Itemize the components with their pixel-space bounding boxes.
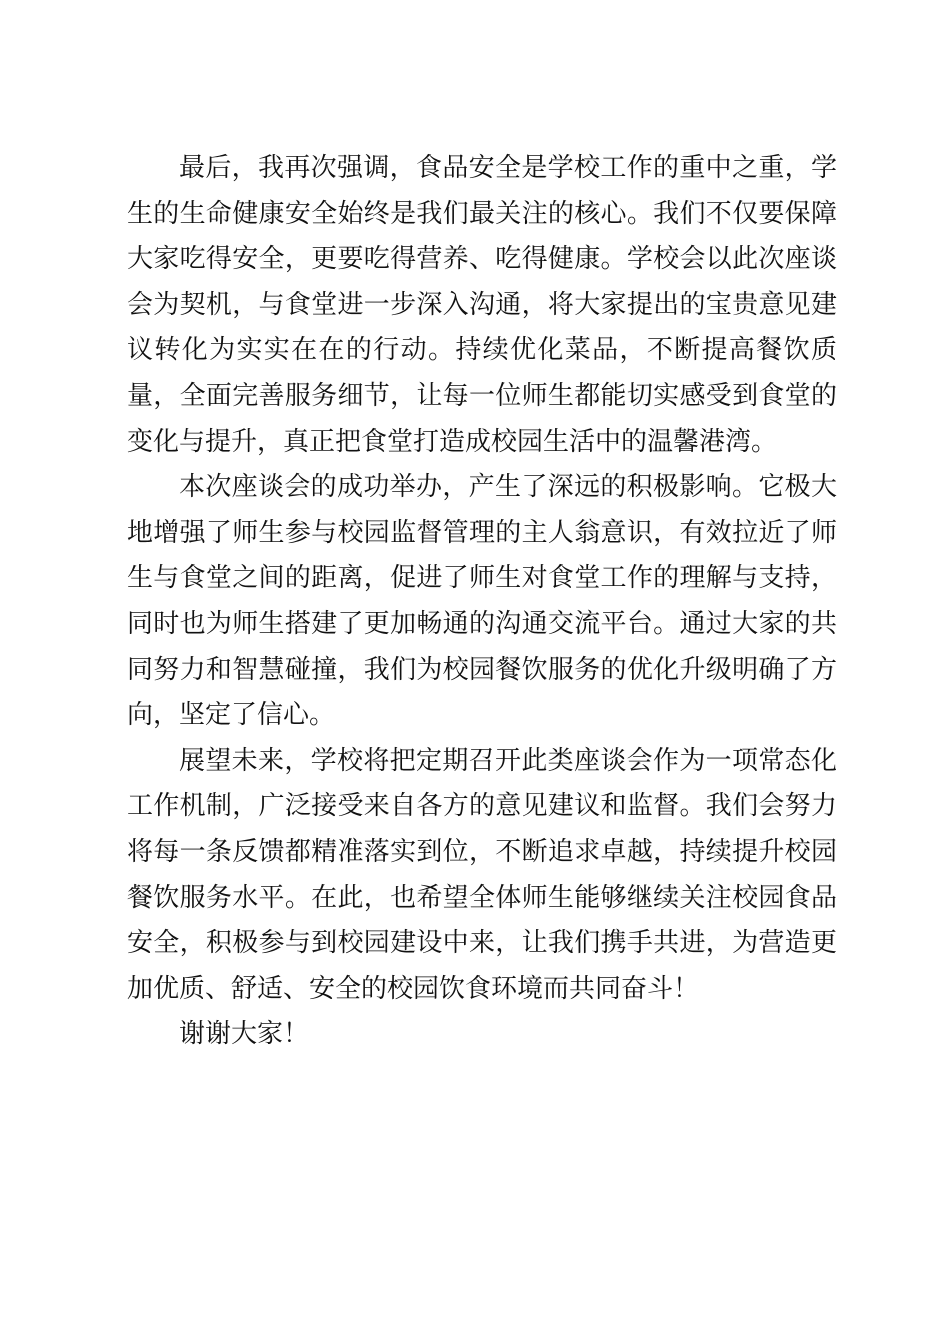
document-body xyxy=(127,146,837,1058)
paragraph-closing-emphasis: 最后，我再次强调，食品安全是学校工作的重中之重，学生的生命健康安全始终是我们最关注的核心。我们不仅要保障大家吃得安全，更要吃得营养、吃得健康。学校会以此次座谈会为契机，与食堂进一步深入沟通，将大家提出的宝贵意见建议转化为实实在在的行动。持续优化菜品，不断提高餐饮质量，全面完善服务细节，让每一位师生都能切实感受到食堂的变化与提升，真正把食堂打造成校园生活中的温馨港湾。 xyxy=(127,153,837,457)
paragraph-impact: 本次座谈会的成功举办，产生了深远的积极影响。它极大地增强了师生参与校园监督管理的主人翁意识，有效拉近了师生与食堂之间的距离，促进了师生对食堂工作的理解与支持，同时也为师生搭建了更加畅通的沟通交流平台。通过大家的共同努力和智慧碰撞，我们为校园餐饮服务的优化升级明确了方向，坚定了信心。 xyxy=(127,472,837,731)
paragraph-outlook: 展望未来，学校将把定期召开此类座谈会作为一项常态化工作机制，广泛接受来自各方的意见建议和监督。我们会努力将每一条反馈都精准落实到位，不断追求卓越，持续提升校园餐饮服务水平。在此，也希望全体师生能够继续关注校园食品安全，积极参与到校园建设中来，让我们携手共进，为营造更加优质、舒适、安全的校园饮食环境而共同奋斗！ xyxy=(127,745,837,1004)
paragraph-thanks: 谢谢大家！ xyxy=(179,1019,310,1050)
